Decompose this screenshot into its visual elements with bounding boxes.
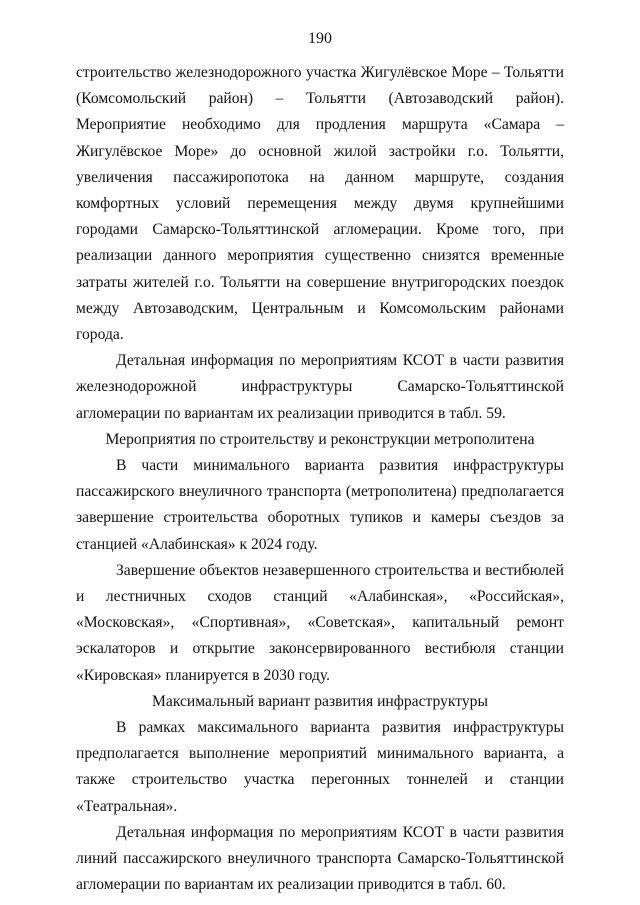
paragraph-railway-details-reference: Детальная информация по мероприятиям КСОТ в части развития железнодорожной инфраструктуры Самарско-Тольяттинской агломерации по вариантам их реализации приводится в табл. 59. — [76, 352, 564, 422]
paragraph-metro-minimal-variant: В части минимального варианта развития инфраструктуры пассажирского внеуличного транспорта (метрополитена) предполагается завершение строительства оборотных тупиков и камеры съездов за станцией «Алабинская» к 2024 году. — [76, 457, 564, 553]
paragraph-railway-section: строительство железнодорожного участка Жигулёвское Море – Тольятти (Комсомольский район) – Тольятти (Автозаводский район). Мероприятие необходимо для продления маршрута «Самара – Жигулёвское Море» до основной жилой застройки г.о. Тольятти, увеличения пассажиропотока на данном маршруте, создания комфортных условий перемещения между двумя крупнейшими городами Самарско-Тольяттинской агломерации. Кроме того, при реализации данного мероприятия существенно снизятся временные затраты жителей г.о. Тольятти на совершение внутригородских поездок между Автозаводским, Центральным и Комсомольским районами города. — [76, 64, 564, 344]
paragraph-metro-details-reference: Детальная информация по мероприятиям КСОТ в части развития линий пассажирского внеуличного транспорта Самарско-Тольяттинской агломерации по вариантам их реализации приводится в табл. 60. — [76, 823, 564, 894]
section-heading-maximal-variant: Максимальный вариант развития инфраструктуры — [152, 692, 488, 710]
paragraph-metro-stations-completion: Завершение объектов незавершенного строительства и вестибюлей и лестничных сходов станций «Алабинская», «Российская», «Московская», «Спортивная», «Советская», капитальный ремонт эскалаторов и открытие законсервированного вестибюля станции «Кировская» планируется в 2030 году. — [76, 561, 564, 684]
section-heading-metro-construction: Мероприятия по строительству и реконструкции метрополитена — [105, 430, 535, 448]
page-number: 190 — [308, 30, 332, 47]
paragraph-maximal-variant: В рамках максимального варианта развития инфраструктуры предполагается выполнение мероприятий минимального варианта, а также строительство участка перегонных тоннелей и станции «Театральная». — [76, 719, 564, 815]
document-body — [76, 60, 564, 899]
